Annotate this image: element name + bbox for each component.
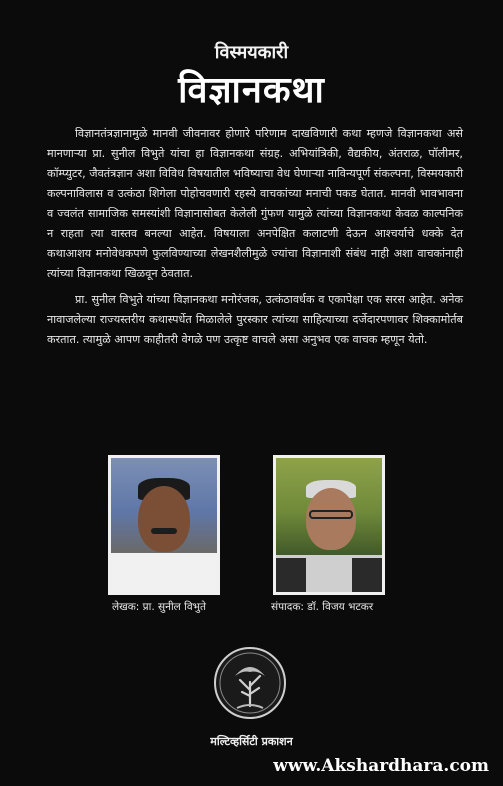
editor-photo bbox=[273, 455, 385, 595]
website-link[interactable]: www.Akshardhara.com bbox=[273, 756, 489, 776]
cover-title: विज्ञानकथा bbox=[178, 70, 325, 111]
publisher-name: मल्टिव्हर्सिटी प्रकाशन bbox=[210, 735, 293, 748]
author-photo bbox=[108, 455, 220, 595]
editor-caption: संपादक: डॉ. विजय भटकर bbox=[271, 601, 374, 613]
tree-logo-icon bbox=[213, 646, 287, 720]
author-caption: लेखक: प्रा. सुनील विभुते bbox=[112, 601, 207, 613]
blurb-paragraph-2: प्रा. सुनील विभुते यांच्या विज्ञानकथा मनोरंजक, उत्कंठावर्धक व एकापेक्षा एक सरस आहेत. अनेक नावाजलेल्या राज्यस्तरीय कथास्पर्धेत मिळालेले पुरस्कार त्यांच्या साहित्याच्या दर्जेदारपणावर शिक्कामोर्तब करतात. त्यामुळे आपण काहीतरी वेगळे पण उत्कृष्ट वाचले असा अनुभव एक वाचक म्हणून येतो. bbox=[47, 293, 463, 346]
cover-subtitle: विस्मयकारी bbox=[214, 42, 289, 63]
blurb-paragraph-1: विज्ञानतंत्रज्ञानामुळे मानवी जीवनावर होणारे परिणाम दाखविणारी कथा म्हणजे विज्ञानकथा असे मानणाऱ्या प्रा. सुनील विभुते यांचा हा विज्ञानकथा संग्रह. अभियांत्रिकी, वैद्यकीय, अंतराळ, पॉलीमर, कॉम्प्युटर, जैवतंत्रज्ञान अशा विविध विषयातील भविष्याचा वेध घेणाऱ्या नाविन्यपूर्ण संकल्पना, विस्मयकारी कल्पनाविलास व उत्कंठा शिगेला पोहोचवणारी रहस्ये वाचकांच्या मनाची पकड घेतात. मानवी भावभावना व ज्वलंत सामाजिक समस्यांशी विज्ञानासोबत केलेली गुंफण यामुळे त्यांच्या विज्ञानकथा केवळ काल्पनिक न राहता त्या वास्तव बनल्या आहेत. विषयाला अनपेक्षित कलाटणी देऊन आश्चर्याचे धक्के देत कथाआशय मनोवेधकपणे फुलविण्याच्या लेखनशैलीमुळे ज्यांचा विज्ञानाशी संबंध नाही अशा वाचकांनाही त्यांच्या विज्ञानकथा खिळवून ठेवतात. bbox=[47, 127, 463, 280]
blurb bbox=[47, 124, 463, 356]
